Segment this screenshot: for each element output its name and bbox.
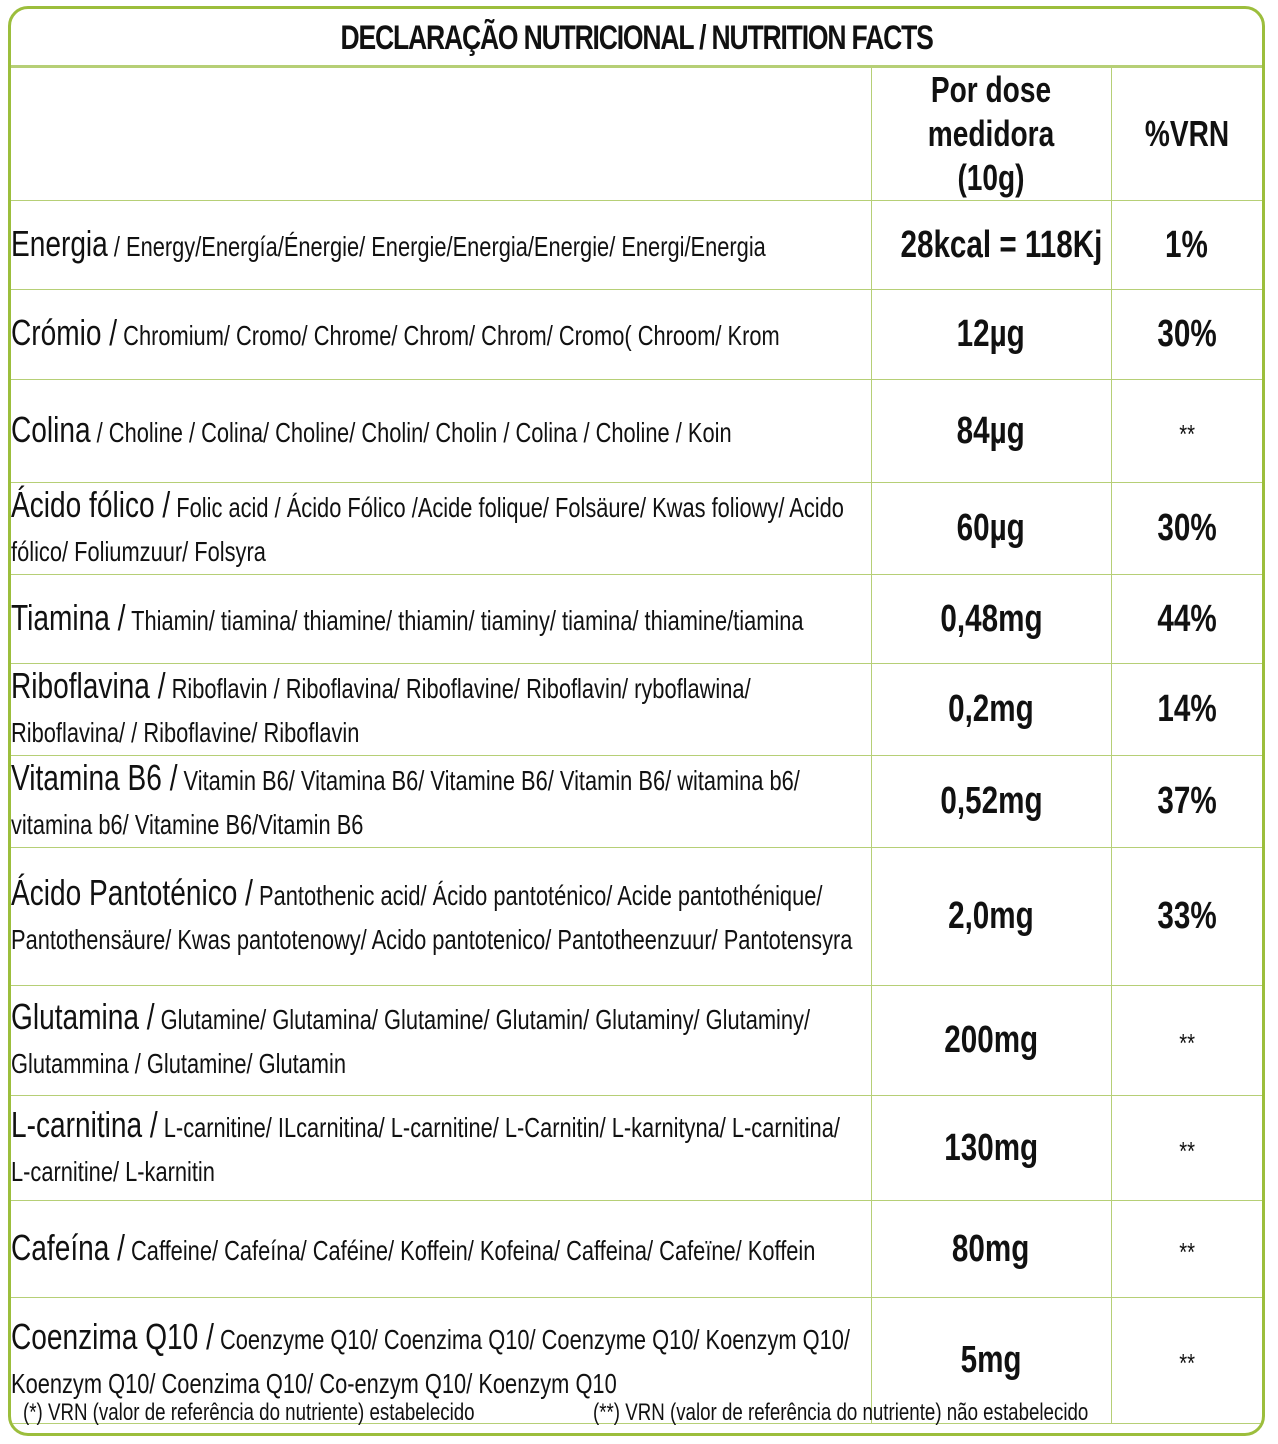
nutrient-name-pt: Ácido Pantoténico / <box>11 872 253 913</box>
nutrient-translations: Coenzyme Q10/ Coenzima Q10/ Coenzyme Q10/ Koenzym Q10/ Koenzym Q10/ Coenzima Q10/ Co-enzym Q10/ Koenzym Q10 <box>11 1324 850 1399</box>
nutrient-amount-text: 60µg <box>956 507 1026 549</box>
nutrient-name <box>11 483 871 575</box>
nutrient-name-pt: Cafeína / <box>11 1226 125 1268</box>
nutrient-name-pt: Glutamina / <box>11 996 155 1037</box>
nutrient-translations: Vitamin B6/ Vitamina B6/ Vitamine B6/ Vitamin B6/ witamina b6/ vitamina b6/ Vitamine B6/Vitamin B6 <box>11 765 800 840</box>
nutrient-name <box>11 1096 871 1201</box>
nutrient-vrn-text: ** <box>1178 418 1195 449</box>
nutrient-amount <box>871 848 1111 986</box>
nutrient-row <box>11 380 1262 483</box>
nutrient-amount <box>871 290 1111 380</box>
nutrient-row <box>11 483 1262 575</box>
nutrient-row <box>11 1201 1262 1298</box>
nutrient-name <box>11 290 871 380</box>
nutrient-vrn-text: 44% <box>1157 597 1217 640</box>
nutrient-row <box>11 201 1262 290</box>
nutrient-name <box>11 664 871 756</box>
nutrient-vrn <box>1111 986 1262 1096</box>
nutrient-amount <box>871 201 1111 290</box>
nutrient-amount <box>871 986 1111 1096</box>
nutrient-vrn <box>1111 756 1262 848</box>
nutrient-name-pt: Riboflavina / <box>11 665 166 706</box>
nutrient-translations: Thiamin/ tiamina/ thiamine/ thiamin/ tiaminy/ tiamina/ thiamine/tiamina <box>125 604 804 636</box>
nutrient-vrn-text: 30% <box>1157 313 1217 355</box>
nutrient-name-pt: Tiamina / <box>11 596 126 638</box>
nutrient-vrn-text: 30% <box>1157 507 1217 549</box>
nutrient-translations: Riboflavin / Riboflavina/ Riboflavine/ Riboflavin/ ryboflawina/ Riboflavina/ / Riboflavine/ Riboflavin <box>11 673 751 748</box>
nutrient-vrn-text: ** <box>1178 1236 1195 1267</box>
nutrient-name <box>11 1201 871 1298</box>
nutrient-translations: Folic acid / Ácido Fólico /Acide folique/ Folsäure/ Kwas foliowy/ Acido fólico/ Foliumzuur/ Folsyra <box>11 492 844 567</box>
nutrient-amount <box>871 1096 1111 1201</box>
nutrient-amount-text: 28kcal = 118Kj <box>899 223 1102 266</box>
nutrient-translations: L-carnitine/ ILcarnitina/ L-carnitine/ L-Carnitin/ L-karnityna/ L-carnitina/ L-carnitine/ L-karnitin <box>11 1111 840 1187</box>
nutrient-vrn-text: ** <box>1178 1135 1195 1166</box>
nutrient-vrn-text: 14% <box>1157 688 1217 730</box>
nutrient-translations: Pantothenic acid/ Ácido pantoténico/ Acide pantothénique/ Pantothensäure/ Kwas pantotenowy/ Acido pantotenico/ Pantotheenzuur/ Pantotensyra <box>11 880 853 955</box>
footnote-established: (*) VRN (valor de referência do nutriente) estabelecido <box>23 1399 475 1426</box>
nutrient-vrn <box>1111 575 1262 664</box>
nutrient-vrn <box>1111 664 1262 756</box>
nutrient-vrn <box>1111 1201 1262 1298</box>
nutrient-translations: Glutamine/ Glutamina/ Glutamine/ Glutamin/ Glutaminy/ Glutaminy/ Glutammina / Glutamine/ Glutamin <box>11 1004 811 1079</box>
nutrient-vrn-text: 1% <box>1165 223 1209 266</box>
nutrient-vrn <box>1111 290 1262 380</box>
label-title-text: DECLARAÇÃO NUTRICIONAL / NUTRITION FACTS <box>340 19 933 57</box>
nutrient-amount-text: 12µg <box>956 313 1026 355</box>
nutrient-amount-text: 0,48mg <box>939 597 1043 640</box>
header-row <box>11 68 1262 201</box>
nutrient-amount <box>871 664 1111 756</box>
nutrient-name <box>11 848 871 986</box>
nutrient-amount-text: 5mg <box>960 1339 1022 1381</box>
nutrient-amount <box>871 483 1111 575</box>
nutrient-vrn-text: 37% <box>1157 780 1217 822</box>
nutrient-vrn <box>1111 1096 1262 1201</box>
nutrient-name-pt: L-carnitina / <box>11 1103 158 1145</box>
nutrient-amount <box>871 575 1111 664</box>
nutrient-vrn-text: ** <box>1178 1348 1195 1378</box>
nutrient-vrn-text: ** <box>1178 1028 1195 1058</box>
nutrient-vrn <box>1111 848 1262 986</box>
nutrient-name <box>11 575 871 664</box>
nutrient-amount <box>871 380 1111 483</box>
nutrient-vrn-text: 33% <box>1157 895 1217 937</box>
nutrient-amount-text: 200mg <box>944 1019 1038 1061</box>
nutrient-amount-text: 84µg <box>956 409 1026 452</box>
nutrient-amount <box>871 756 1111 848</box>
nutrient-vrn <box>1111 483 1262 575</box>
nutrient-amount-text: 2,0mg <box>948 895 1034 937</box>
nutrient-name <box>11 380 871 483</box>
nutrient-name <box>11 986 871 1096</box>
nutrient-row <box>11 986 1262 1096</box>
nutrient-name-pt: Vitamina B6 / <box>11 757 178 798</box>
footnotes <box>23 1395 1253 1431</box>
nutrient-name <box>11 201 871 290</box>
nutrient-translations: / Energy/Energía/Énergie/ Energie/Energia/Energie/ Energi/Energia <box>107 230 766 262</box>
nutrient-translations: / Choline / Colina/ Choline/ Cholin/ Cholin / Colina / Choline / Koin <box>90 416 732 448</box>
footnote-not-established: (**) VRN (valor de referência do nutriente) não estabelecido <box>593 1399 1089 1426</box>
nutrient-vrn <box>1111 380 1262 483</box>
nutrient-name-pt: Energia <box>11 222 108 264</box>
nutrition-label <box>8 6 1265 1436</box>
nutrient-amount-text: 80mg <box>952 1227 1030 1270</box>
nutrient-amount-text: 0,2mg <box>948 688 1034 730</box>
nutrient-row <box>11 848 1262 986</box>
nutrient-vrn <box>1111 201 1262 290</box>
header-blank <box>11 68 871 201</box>
nutrient-row <box>11 290 1262 380</box>
nutrient-amount-text: 130mg <box>944 1126 1038 1169</box>
nutrient-name-pt: Coenzima Q10 / <box>11 1316 214 1357</box>
nutrient-row <box>11 756 1262 848</box>
nutrient-row <box>11 664 1262 756</box>
nutrient-translations: Caffeine/ Cafeína/ Caféine/ Koffein/ Kofeina/ Caffeina/ Cafeïne/ Koffein <box>124 1234 816 1266</box>
header-per-dose: Por dose medidora (10g) <box>871 68 1111 201</box>
label-title <box>11 9 1262 67</box>
nutrient-name-pt: Colina <box>11 408 91 450</box>
nutrient-name-pt: Ácido fólico / <box>11 484 171 525</box>
header-vrn: %VRN <box>1111 68 1262 201</box>
nutrient-row <box>11 575 1262 664</box>
nutrient-name <box>11 756 871 848</box>
nutrient-row <box>11 1096 1262 1201</box>
nutrition-table <box>11 67 1262 1424</box>
nutrient-name-pt: Crómio / <box>11 312 118 353</box>
nutrient-amount <box>871 1201 1111 1298</box>
nutrient-amount-text: 0,52mg <box>939 780 1043 822</box>
nutrient-translations: Chromium/ Cromo/ Chrome/ Chrom/ Chrom/ Cromo( Chroom/ Krom <box>117 320 780 351</box>
